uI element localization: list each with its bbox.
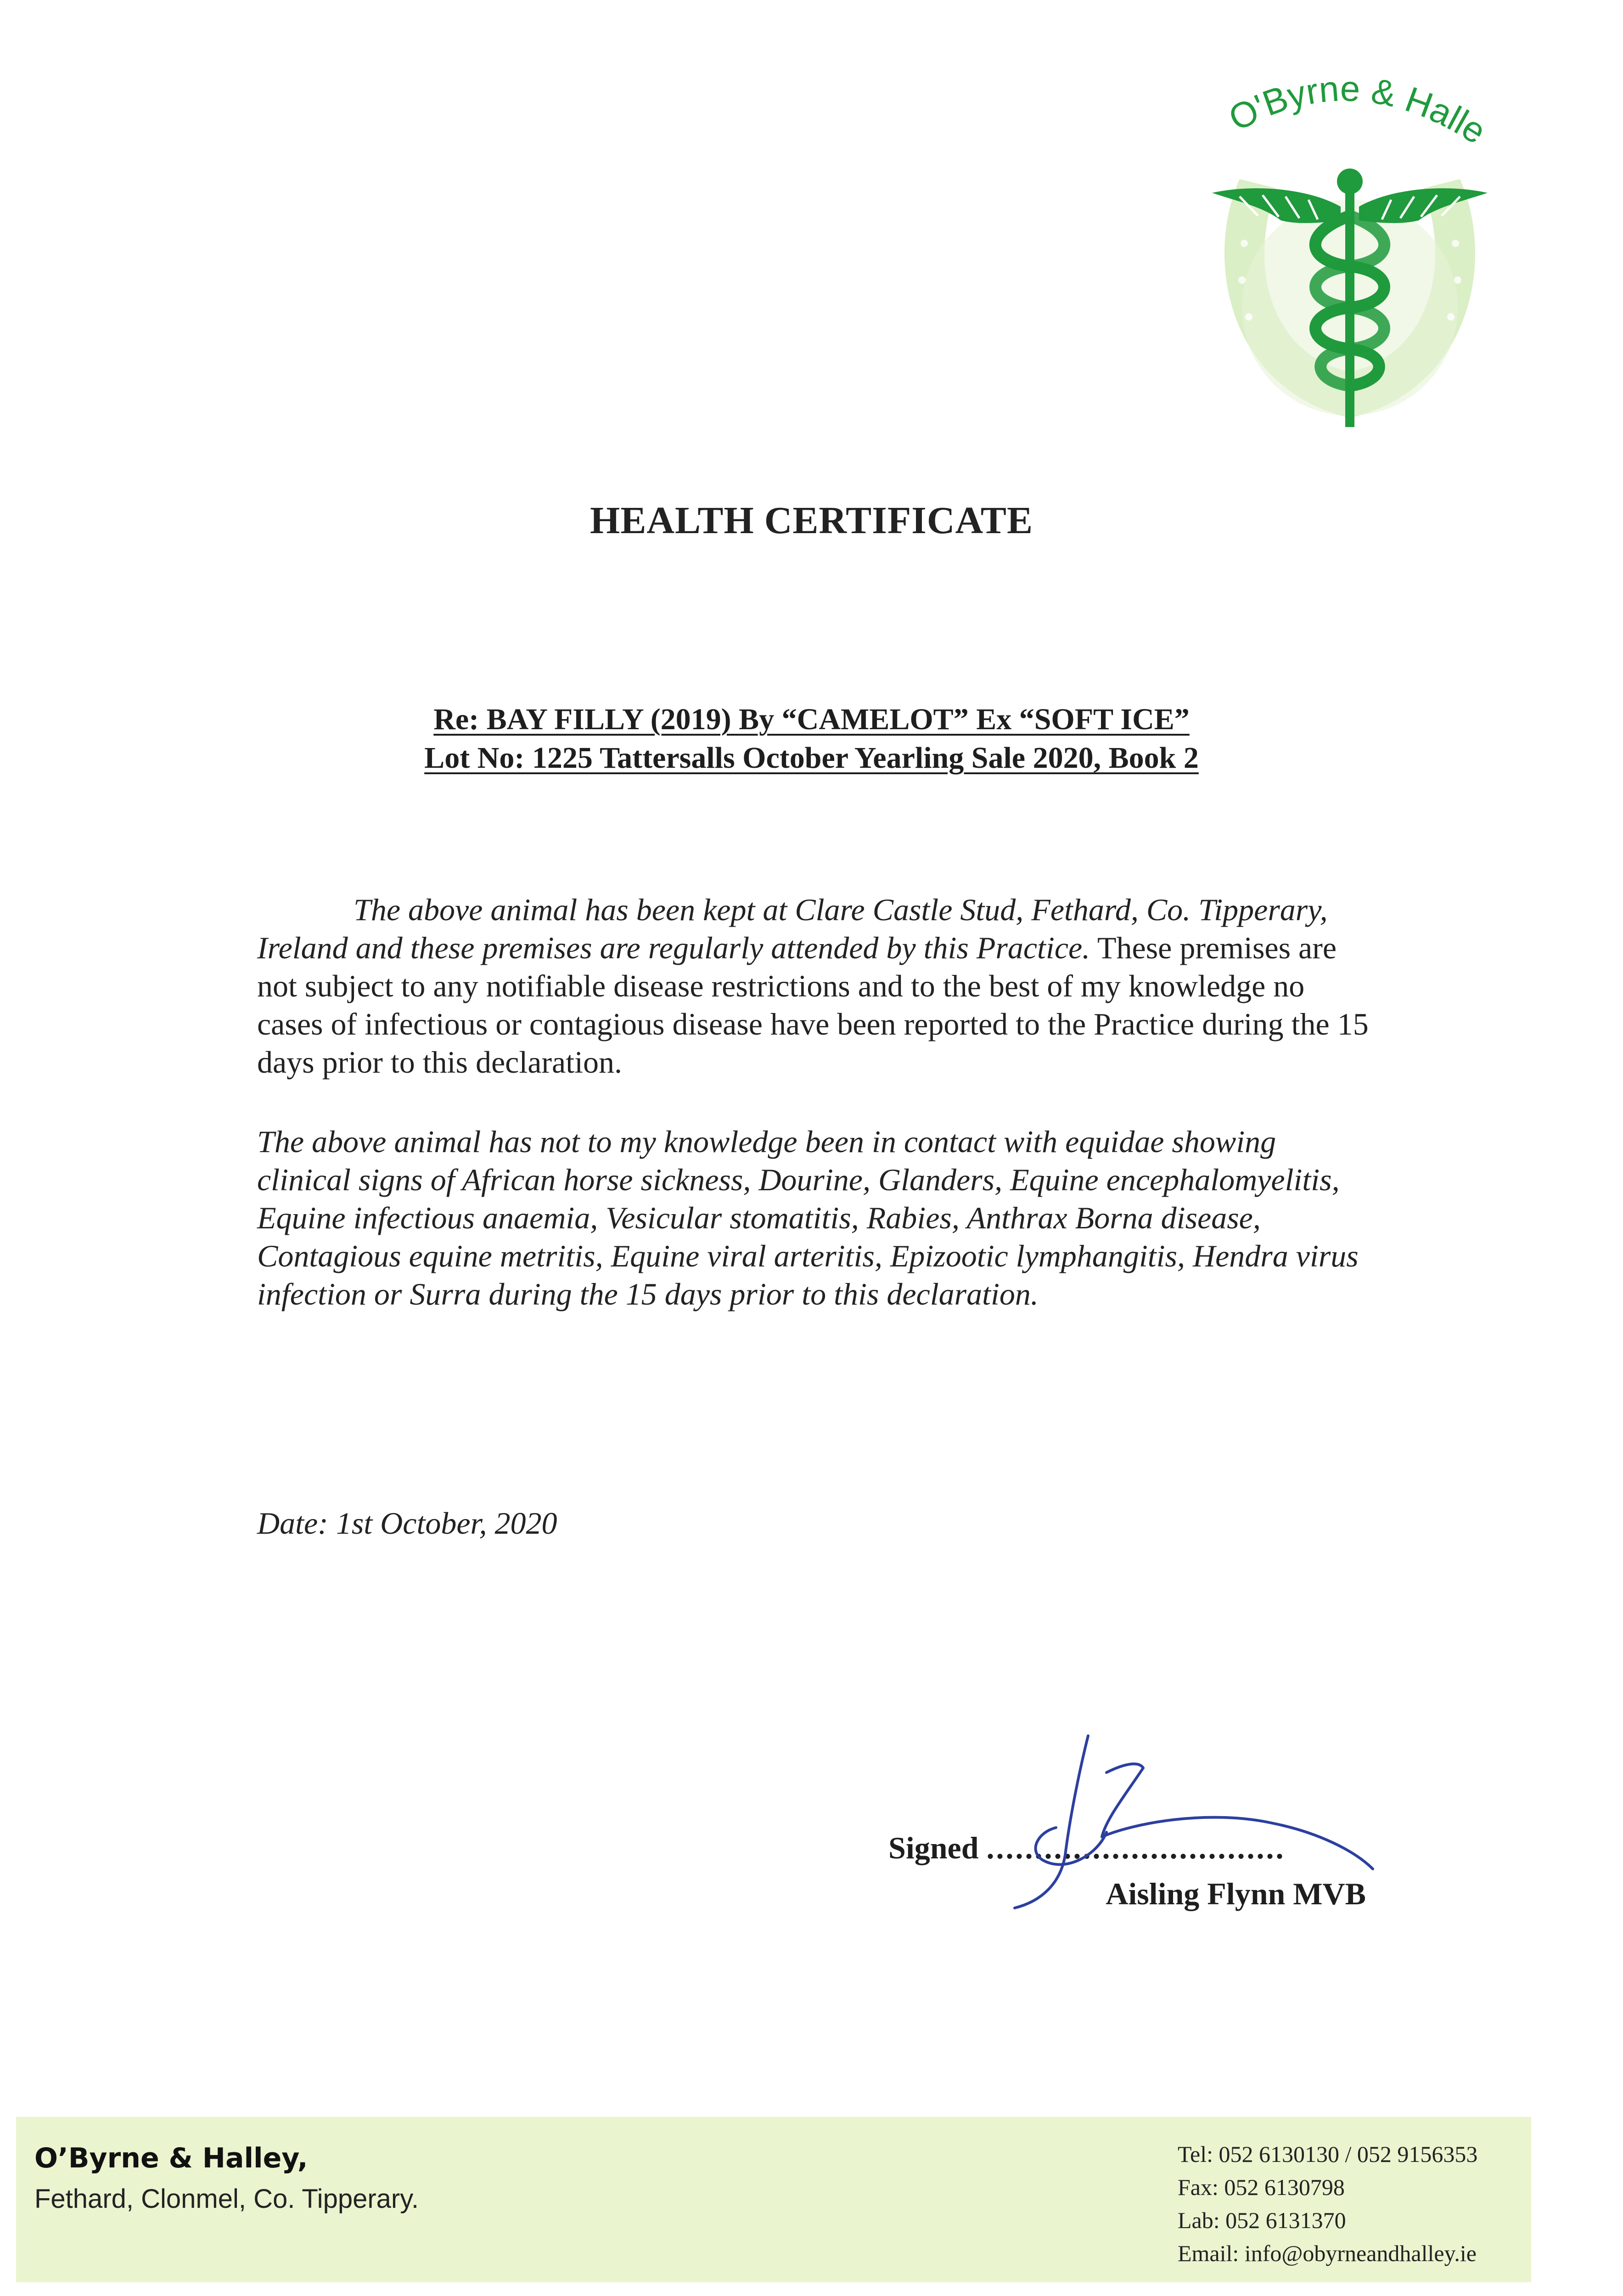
certificate-date: Date: 1st October, 2020 xyxy=(257,1506,557,1541)
footer-fax: Fax: 052 6130798 xyxy=(1178,2174,1345,2200)
footer-address: Fethard, Clonmel, Co. Tipperary. xyxy=(34,2184,419,2214)
practice-logo xyxy=(1185,69,1515,450)
signature-dots: ............................... xyxy=(986,1830,1286,1865)
subject-line-lot: Lot No: 1225 Tattersalls October Yearling Sale 2020, Book 2 xyxy=(424,741,1199,775)
footer-email[interactable]: Email: info@obyrneandhalley.ie xyxy=(1178,2240,1477,2266)
footer-tel: Tel: 052 6130130 / 052 9156353 xyxy=(1178,2141,1478,2167)
subject-line-horse: Re: BAY FILLY (2019) By “CAMELOT” Ex “SOFT ICE” xyxy=(433,703,1190,736)
paragraph-premises-italic: The above animal has been kept at Clare Castle Stud, Fethard, Co. Tipperary, Ireland and these premises are regularly attended by this Practice. xyxy=(257,892,1328,965)
footer-lab: Lab: 052 6131370 xyxy=(1178,2207,1346,2233)
signer-name: Aisling Flynn MVB xyxy=(1106,1876,1366,1911)
svg-text:O'Byrne & Halley xyxy=(1185,69,1493,152)
signed-label: Signed xyxy=(888,1830,979,1865)
paragraph-premises-regular: These premises are not subject to any notifiable disease restrictions and to the best of my knowledge no cases of infectious or contagious disease have been reported to the Practice during the 15 days prior to this declaration. xyxy=(257,930,1369,1080)
paragraph-diseases: The above animal has not to my knowledge been in contact with equidae showing clinical signs of African horse sickness, Dourine, Glanders, Equine encephalomyelitis, Equine infectious anaemia, Vesicular stomatitis, Rabies, Anthrax Borna disease, Contagious equine metritis, Equine viral arteritis, Epizootic lymphangitis, Hendra virus infection or Surra during the 15 days prior to this declaration. xyxy=(257,1124,1359,1311)
footer-contact xyxy=(1178,2138,1477,2270)
footer-letterhead xyxy=(16,2117,1531,2282)
logo-text: O'Byrne & Halle xyxy=(1222,69,1494,152)
handwritten-signature xyxy=(987,1717,1382,1910)
paragraph-premises xyxy=(257,891,1377,1081)
page-title: HEALTH CERTIFICATE xyxy=(590,499,1033,542)
subject-block xyxy=(0,700,1623,777)
footer-practice-name: O’Byrne & Halley, xyxy=(34,2142,308,2174)
